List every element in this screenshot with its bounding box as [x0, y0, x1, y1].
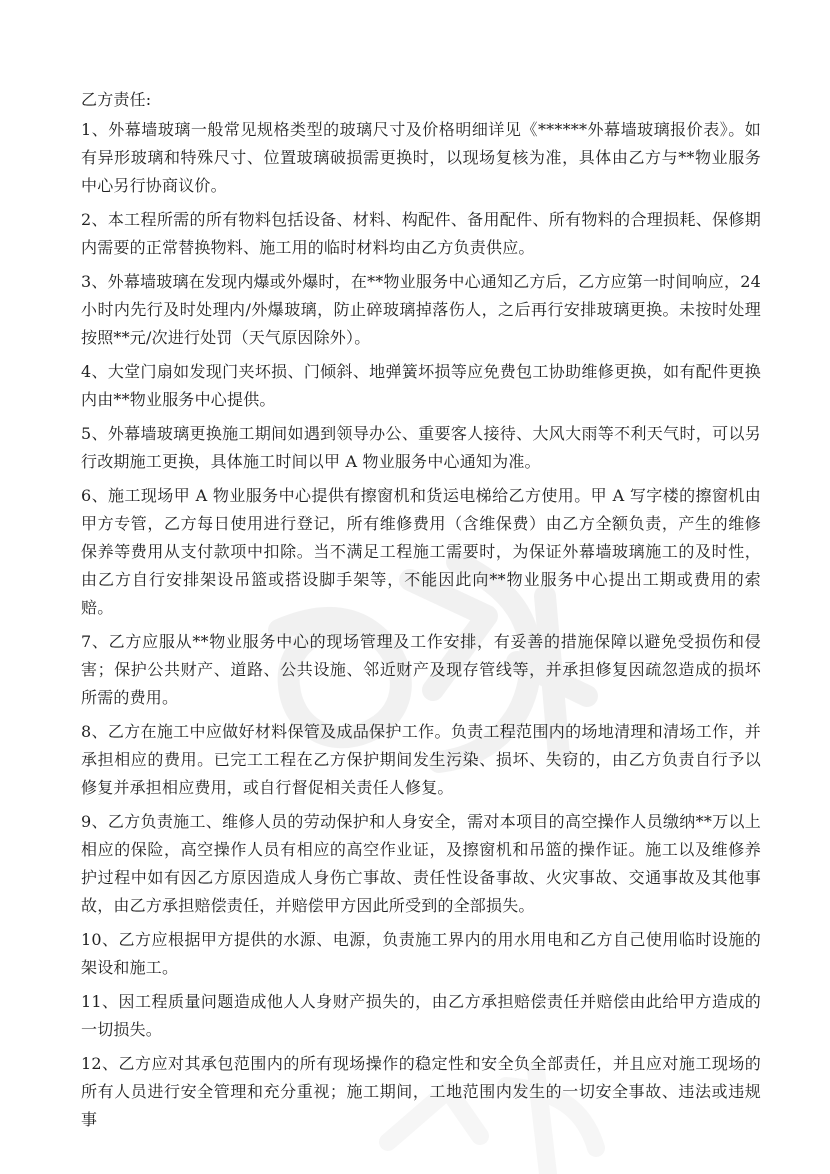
section-heading: 乙方责任:: [81, 90, 152, 109]
clause-4: 4、大堂门扇如发现门夹坏损、门倾斜、地弹簧坏损等应免费包工协助维修更换，如有配件更换内由**物业服务中心提供。: [81, 362, 761, 409]
clause-11: 11、因工程质量问题造成他人人身财产损失的，由乙方承担赔偿责任并赔偿由此给甲方造成的一切损失。: [81, 992, 761, 1039]
clause-3: 3、外幕墙玻璃在发现内爆或外爆时，在**物业服务中心通知乙方后，乙方应第一时间响应，24小时内先行及时处理内/外爆玻璃，防止碎玻璃掉落伤人，之后再行安排玻璃更换。未按时处理按照**元/次进行处罚（天气原因除外）。: [81, 272, 761, 347]
clause-12: 12、乙方应对其承包范围内的所有现场操作的稳定性和安全负全部责任，并且应对施工现场的所有人员进行安全管理和充分重视；施工期间，工地范围内发生的一切安全事故、违法或违规事: [81, 1054, 761, 1129]
clause-9: 9、乙方负责施工、维修人员的劳动保护和人身安全，需对本项目的高空操作人员缴纳**万以上相应的保险，高空操作人员有相应的高空作业证，及擦窗机和吊篮的操作证。施工以及维修养护过程中如有因乙方原因造成人身伤亡事故、责任性设备事故、火灾事故、交通事故及其他事故，由乙方承担赔偿责任，并赔偿甲方因此所受到的全部损失。: [81, 812, 761, 915]
clause-10: 10、乙方应根据甲方提供的水源、电源，负责施工界内的用水用电和乙方自己使用临时设施的架设和施工。: [81, 930, 761, 977]
clause-2: 2、本工程所需的所有物料包括设备、材料、构配件、备用配件、所有物料的合理损耗、保修期内需要的正常替换物料、施工用的临时材料均由乙方负责供应。: [81, 210, 761, 257]
responsibility-list: [81, 116, 761, 1134]
clause-6: 6、施工现场甲 A 物业服务中心提供有擦窗机和货运电梯给乙方使用。甲 A 写字楼的擦窗机由甲方专管，乙方每日使用进行登记，所有维修费用（含维保费）由乙方全额负责，产生的维修保养等费用从支付款项中扣除。当不满足工程施工需要时，为保证外幕墙玻璃施工的及时性，由乙方自行安排架设吊篮或搭设脚手架等，不能因此向**物业服务中心提出工期或费用的索赔。: [81, 486, 761, 617]
clause-7: 7、乙方应服从**物业服务中心的现场管理及工作安排，有妥善的措施保障以避免受损伤和侵害；保护公共财产、道路、公共设施、邻近财产及现存管线等，并承担修复因疏忽造成的损坏所需的费用。: [81, 632, 761, 707]
clause-1: 1、外幕墙玻璃一般常见规格类型的玻璃尺寸及价格明细详见《******外幕墙玻璃报价表》。如有异形玻璃和特殊尺寸、位置玻璃破损需更换时，以现场复核为准，具体由乙方与**物业服务中心另行协商议价。: [81, 120, 761, 195]
clause-8: 8、乙方在施工中应做好材料保管及成品保护工作。负责工程范围内的场地清理和清场工作，并承担相应的费用。已完工工程在乙方保护期间发生污染、损坏、失窃的，由乙方负责自行予以修复并承担相应费用，或自行督促相关责任人修复。: [81, 722, 761, 797]
clause-5: 5、外幕墙玻璃更换施工期间如遇到领导办公、重要客人接待、大风大雨等不利天气时，可以另行改期施工更换，具体施工时间以甲 A 物业服务中心通知为准。: [81, 424, 761, 471]
document-body: [81, 86, 761, 1140]
